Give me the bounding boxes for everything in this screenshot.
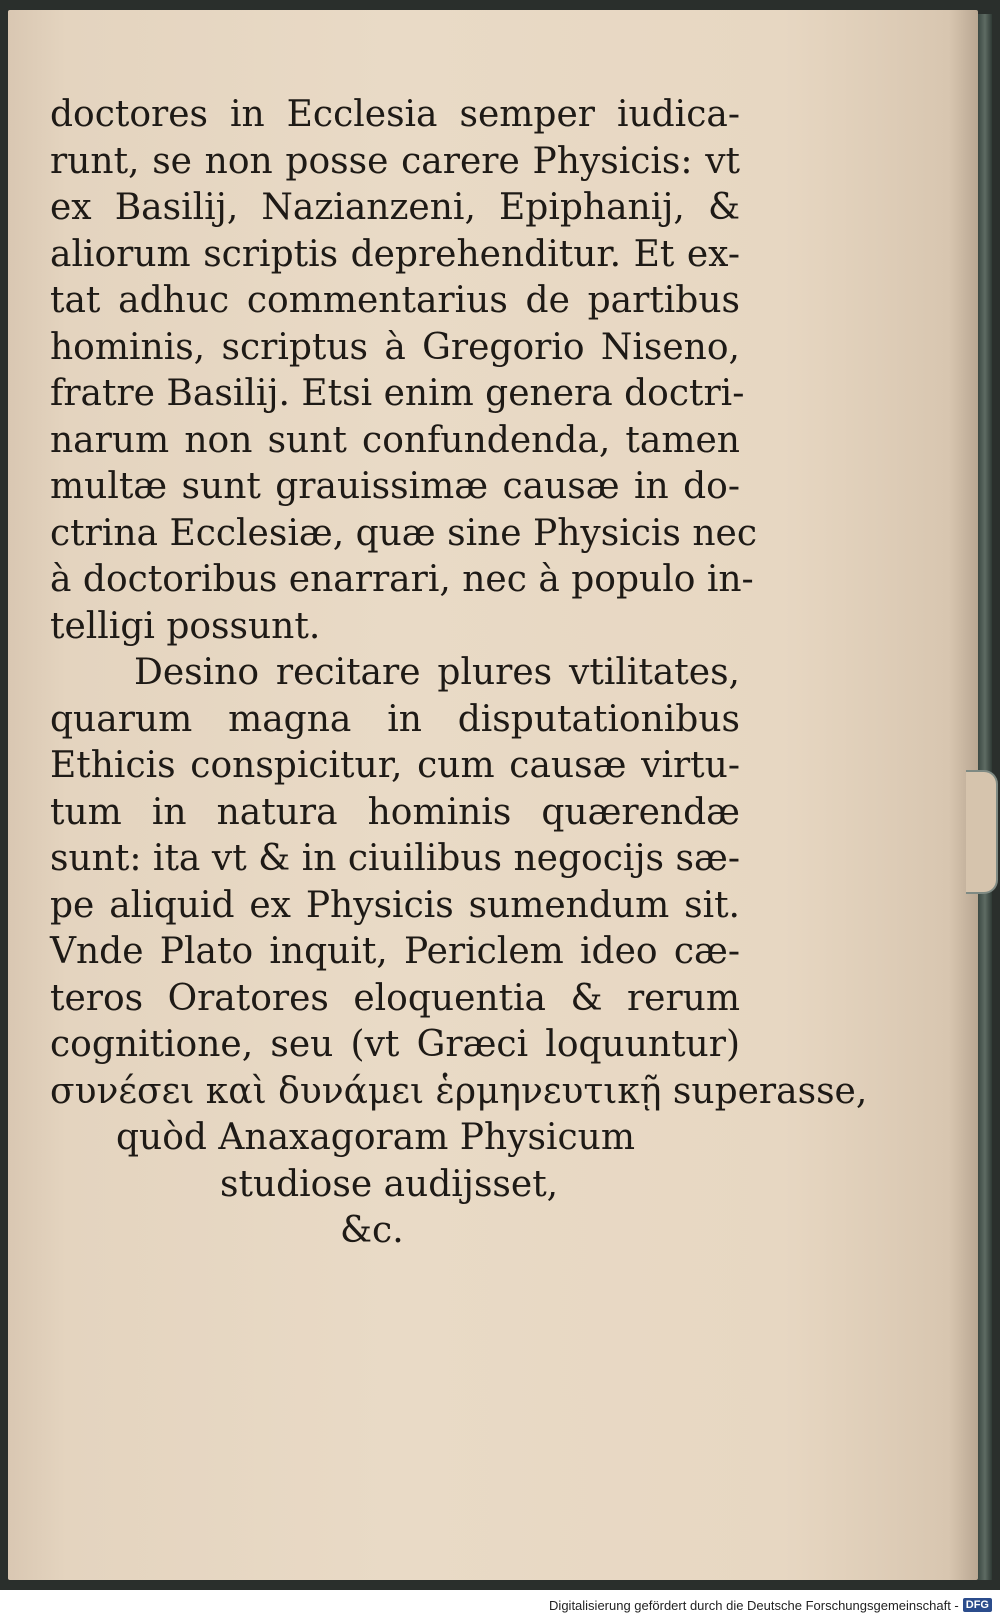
text-line: ex Basilij, Nazianzeni, Epiphanij, &: [50, 187, 740, 228]
text-line: teros Oratores eloquentia & rerum: [50, 977, 740, 1019]
text-line: Desino recitare plures vtilitates,: [134, 652, 740, 693]
digitization-credit: [549, 1594, 992, 1616]
text-line: doctores in Ecclesia semper iudica-: [50, 94, 740, 135]
text-line: quarum magna in disputationibus: [50, 698, 740, 740]
text-line: quòd Anaxagoram Physicum: [116, 1117, 635, 1158]
text-line: à doctoribus enarrari, nec à populo in-: [50, 559, 754, 600]
text-line: ctrina Ecclesiæ, quæ sine Physicis nec: [50, 512, 757, 554]
text-line: cognitione, seu (vt Græci loquuntur): [50, 1024, 740, 1065]
text-line: pe aliquid ex Physicis sumendum sit.: [50, 884, 740, 926]
text-line: studiose audijsset,: [220, 1163, 559, 1205]
text-line: sunt: ita vt & in ciuilibus negocijs sæ-: [50, 838, 740, 879]
text-line: multæ sunt grauissimæ causæ in do-: [50, 466, 740, 507]
text-line: tat adhuc commentarius de partibus: [50, 280, 740, 321]
page-text: [50, 92, 868, 1255]
text-line: tum in natura hominis quærendæ: [50, 791, 740, 833]
text-line: aliorum scriptis deprehenditur. Et ex-: [50, 233, 740, 275]
credit-text: Digitalisierung gefördert durch die Deutsche Forschungsgemeinschaft -: [549, 1597, 959, 1613]
text-line: συνέσει καὶ δυνάμει ἑρμηνευτικῇ superasse,: [50, 1070, 868, 1112]
text-line: fratre Basilij. Etsi enim genera doctri-: [50, 373, 745, 414]
text-line: Ethicis conspicitur, cum causæ virtu-: [50, 745, 740, 786]
text-line: Vnde Plato inquit, Periclem ideo cæ-: [50, 931, 740, 972]
text-line: &c.: [340, 1210, 404, 1251]
page-tab-marker: [966, 770, 998, 894]
text-line: telligi possunt.: [50, 605, 321, 647]
text-line: narum non sunt confundenda, tamen: [50, 419, 740, 461]
dfg-logo: DFG: [963, 1598, 992, 1612]
text-line: hominis, scriptus à Gregorio Niseno,: [50, 326, 740, 368]
text-line: runt, se non posse carere Physicis: vt: [50, 140, 740, 182]
